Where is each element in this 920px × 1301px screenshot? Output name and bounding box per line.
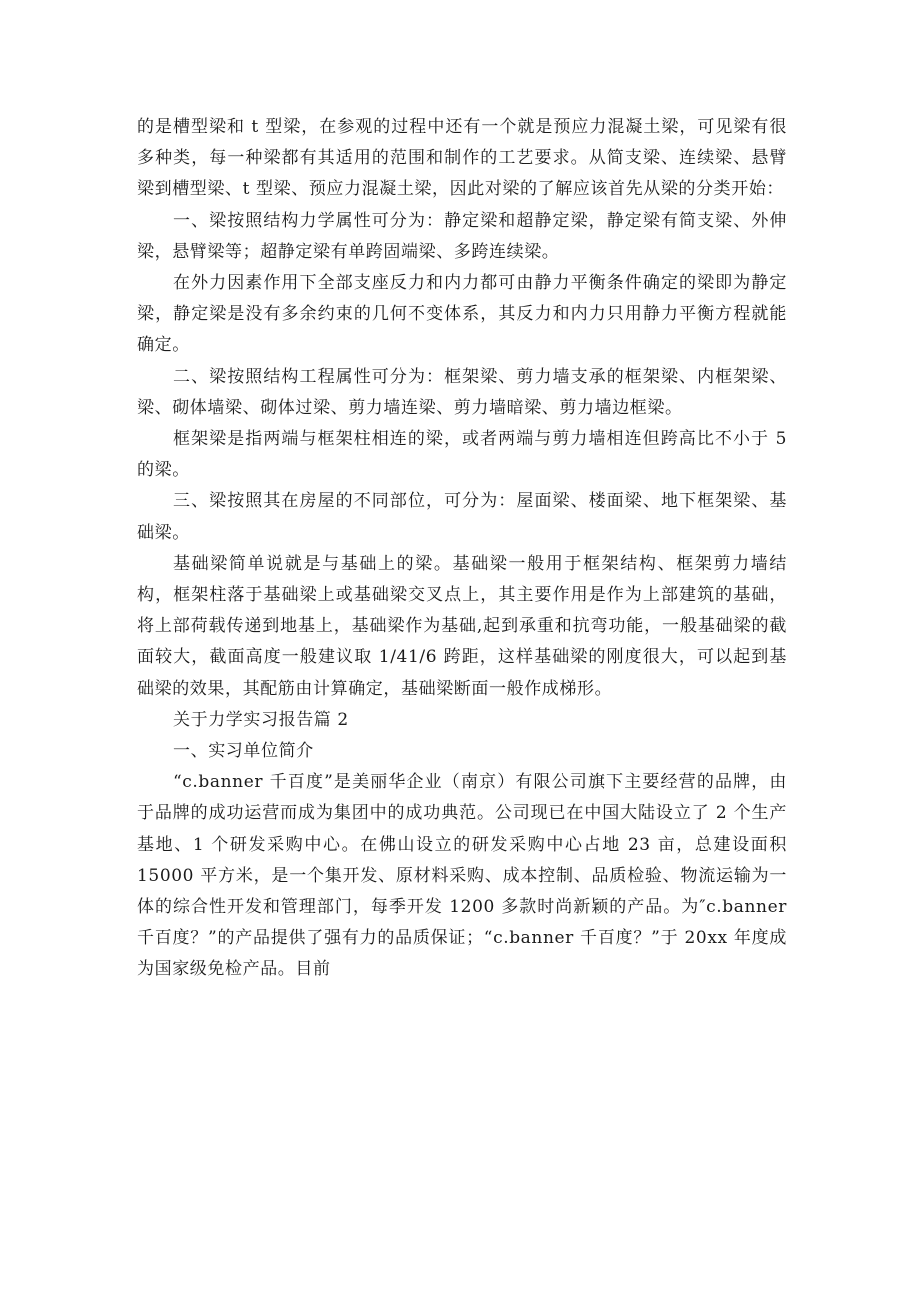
paragraph-2: 一、梁按照结构力学属性可分为：静定梁和超静定梁，静定梁有简支梁、外伸梁，悬臂梁等；超静定梁有单跨固端梁、多跨连续梁。 xyxy=(137,210,787,262)
subsection-heading: 一、实习单位简介 xyxy=(173,741,314,762)
paragraph-8: “c.banner 千百度”是美丽华企业（南京）有限公司旗下主要经营的品牌，由于品牌的成功运营而成为集团中的成功典范。公司现已在中国大陆设立了 2 个生产基地、1 个研发采购中心。在佛山设立的研发采购中心占地 23 亩，总建设面积 15000 平方米，是一个集开发、原材料采购、成本控制、品质检验、物流运输为一体的综合性开发和管理部门，每季开发 1200 多款时尚新颖的产品。为″c.banner 千百度？”的产品提供了强有力的品质保证；“c.banner 千百度？”于 20xx 年度成为国家级免检产品。目前 xyxy=(137,772,787,980)
section-title: 关于力学实习报告篇 2 xyxy=(173,709,349,730)
paragraph-6: 三、梁按照其在房屋的不同部位，可分为：屋面梁、楼面梁、地下框架梁、基础梁。 xyxy=(137,491,787,543)
paragraph-3: 在外力因素作用下全部支座反力和内力都可由静力平衡条件确定的梁即为静定梁，静定梁是没有多余约束的几何不变体系，其反力和内力只用静力平衡方程就能确定。 xyxy=(137,273,787,356)
paragraph-7: 基础梁简单说就是与基础上的梁。基础梁一般用于框架结构、框架剪力墙结构，框架柱落于基础梁上或基础梁交叉点上，其主要作用是作为上部建筑的基础，将上部荷载传递到地基上，基础梁作为基础,起到承重和抗弯功能，一般基础梁的截面较大，截面高度一般建议取 1/41/6 跨距，这样基础梁的刚度很大，可以起到基础梁的效果，其配筋由计算确定，基础梁断面一般作成梯形。 xyxy=(137,553,787,699)
paragraph-5: 框架梁是指两端与框架柱相连的梁，或者两端与剪力墙相连但跨高比不小于 5 的梁。 xyxy=(137,429,787,481)
document-body xyxy=(137,112,787,986)
paragraph-4: 二、梁按照结构工程属性可分为：框架梁、剪力墙支承的框架梁、内框架梁、梁、砌体墙梁、砌体过梁、剪力墙连梁、剪力墙暗梁、剪力墙边框梁。 xyxy=(137,366,787,418)
paragraph-1: 的是槽型梁和 t 型梁，在参观的过程中还有一个就是预应力混凝土梁，可见梁有很多种类，每一种梁都有其适用的范围和制作的工艺要求。从简支梁、连续梁、悬臂梁到槽型梁、t 型梁、预应力混凝土梁，因此对梁的了解应该首先从梁的分类开始： xyxy=(137,117,787,200)
